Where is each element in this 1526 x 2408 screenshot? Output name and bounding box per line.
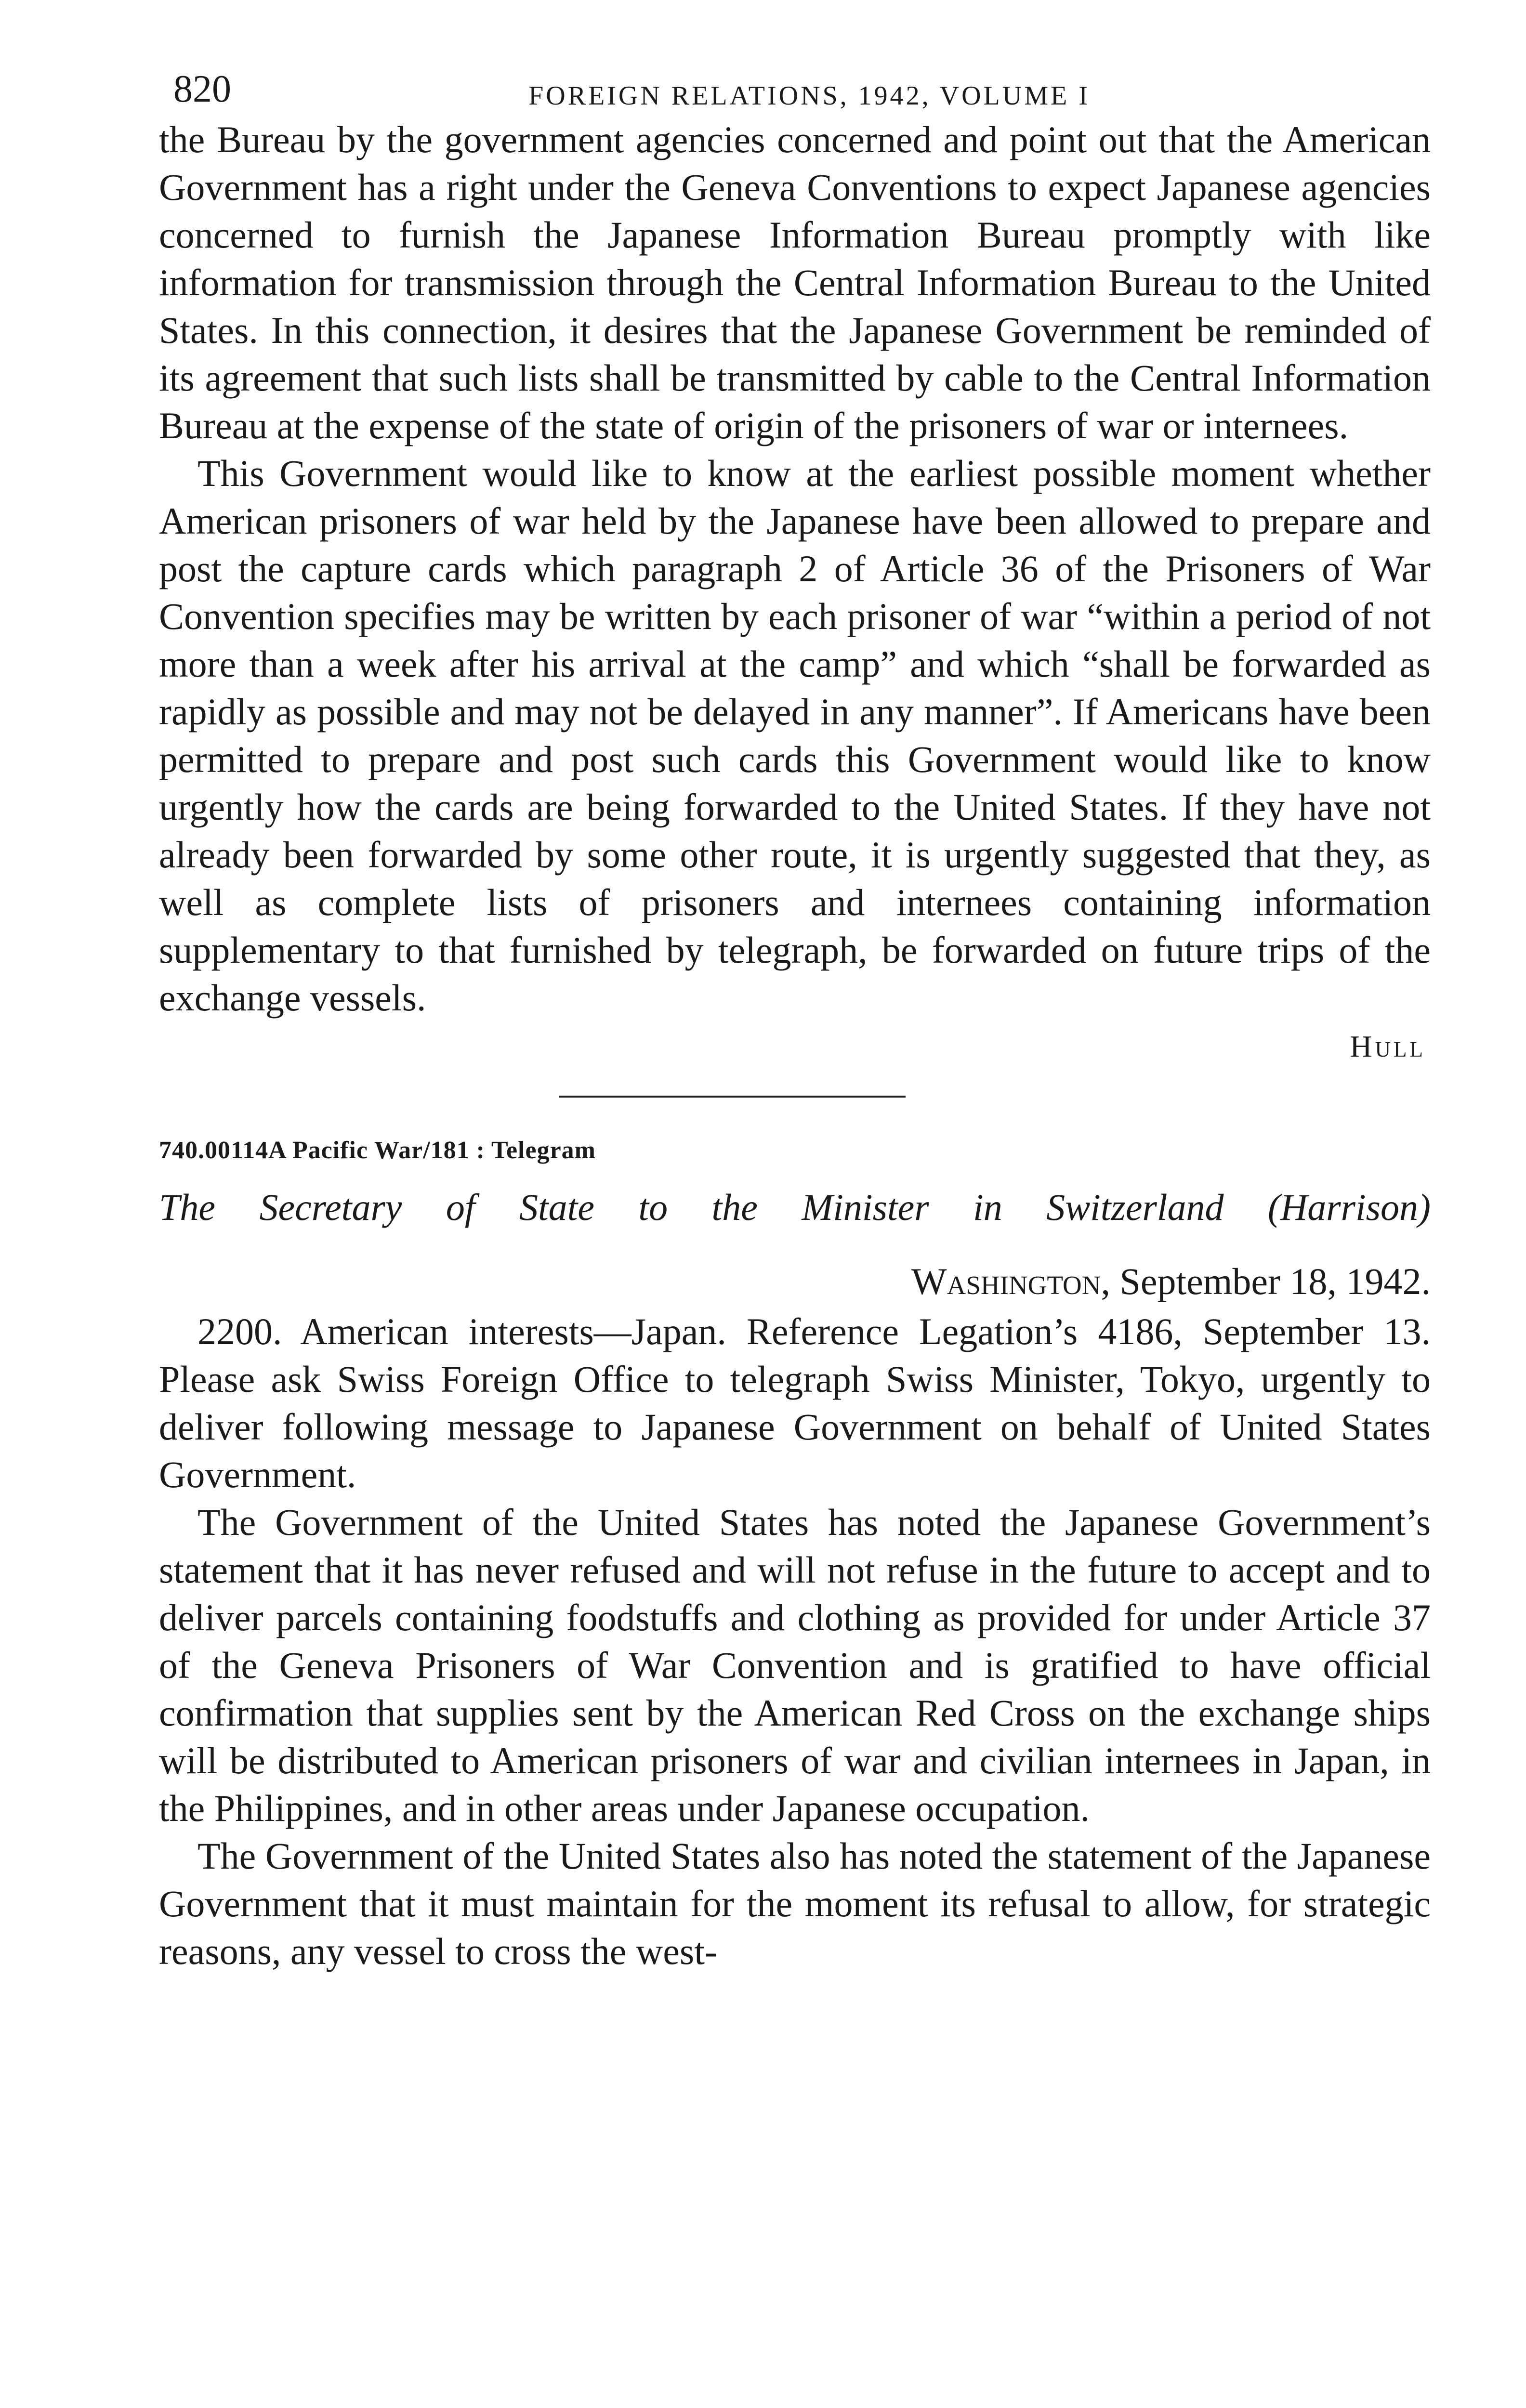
running-head: FOREIGN RELATIONS, 1942, VOLUME I <box>528 81 1090 111</box>
dateline <box>159 1257 1431 1306</box>
paragraph-continued: the Bureau by the government agencies concerned and point out that the American Government has a right under the Geneva Conventions to expect Japanese agencies concerned to furnish the Japanese Information Bureau promptly with like information for transmission through the Central Information Bureau to the United States. In this connection, it desires that the Japanese Government be reminded of its agreement that such lists shall be transmitted by cable to the Central Information Bureau at the expense of the state of origin of the prisoners of war or internees. <box>159 118 1431 446</box>
page-number: 820 <box>173 68 231 110</box>
dateline-place: Washington <box>911 1260 1101 1302</box>
section-divider <box>559 1096 906 1098</box>
signature: Hull <box>1350 1029 1426 1063</box>
document-page <box>159 63 1431 1975</box>
paragraph-vessel-refusal: The Government of the United States also has noted the statement of the Japanese Government that it must maintain for the moment its refusal to allow, for strategic reasons, any vessel to cross the west- <box>159 1835 1431 1972</box>
paragraph-telegram-instruction: 2200. American interests—Japan. Reference Legation’s 4186, September 13. Please ask Swiss Foreign Office to telegraph Swiss Minister, Tokyo, urgently to deliver following message to Japanese Government on behalf of United States Government. <box>159 1310 1431 1495</box>
dateline-date: , September 18, 1942. <box>1101 1260 1431 1302</box>
paragraph-parcels: The Government of the United States has noted the Japanese Government’s statement that it has never refused and will not refuse in the future to accept and to deliver parcels containing foodstuffs and clothing as provided for under Article 37 of the Geneva Prisoners of War Convention and is gratified to have official confirmation that supplies sent by the American Red Cross on the exchange ships will be distributed to American prisoners of war and civilian internees in Japan, in the Philippines, and in other areas under Japanese occupation. <box>159 1501 1431 1829</box>
file-reference: 740.00114A Pacific War/181 : Telegram <box>159 1137 596 1164</box>
paragraph-capture-cards: This Government would like to know at the earliest possible moment whether American prisoners of war held by the Japanese have been allowed to prepare and post the capture cards which paragraph 2 of Article 36 of the Prisoners of War Convention specifies may be written by each prisoner of war “within a period of not more than a week after his arrival at the camp” and which “shall be forwarded as rapidly as possible and may not be delayed in any manner”. If Americans have been permitted to prepare and post such cards this Government would like to know urgently how the cards are being forwarded to the United States. If they have not already been forwarded by some other route, it is urgently suggested that they, as well as complete lists of prisoners and internees containing information supplementary to that furnished by telegraph, be forwarded on future trips of the exchange vessels. <box>159 452 1431 1019</box>
document-title: The Secretary of State to the Minister in Switzerland (Harrison) <box>159 1186 1431 1228</box>
page-header <box>159 63 1431 116</box>
